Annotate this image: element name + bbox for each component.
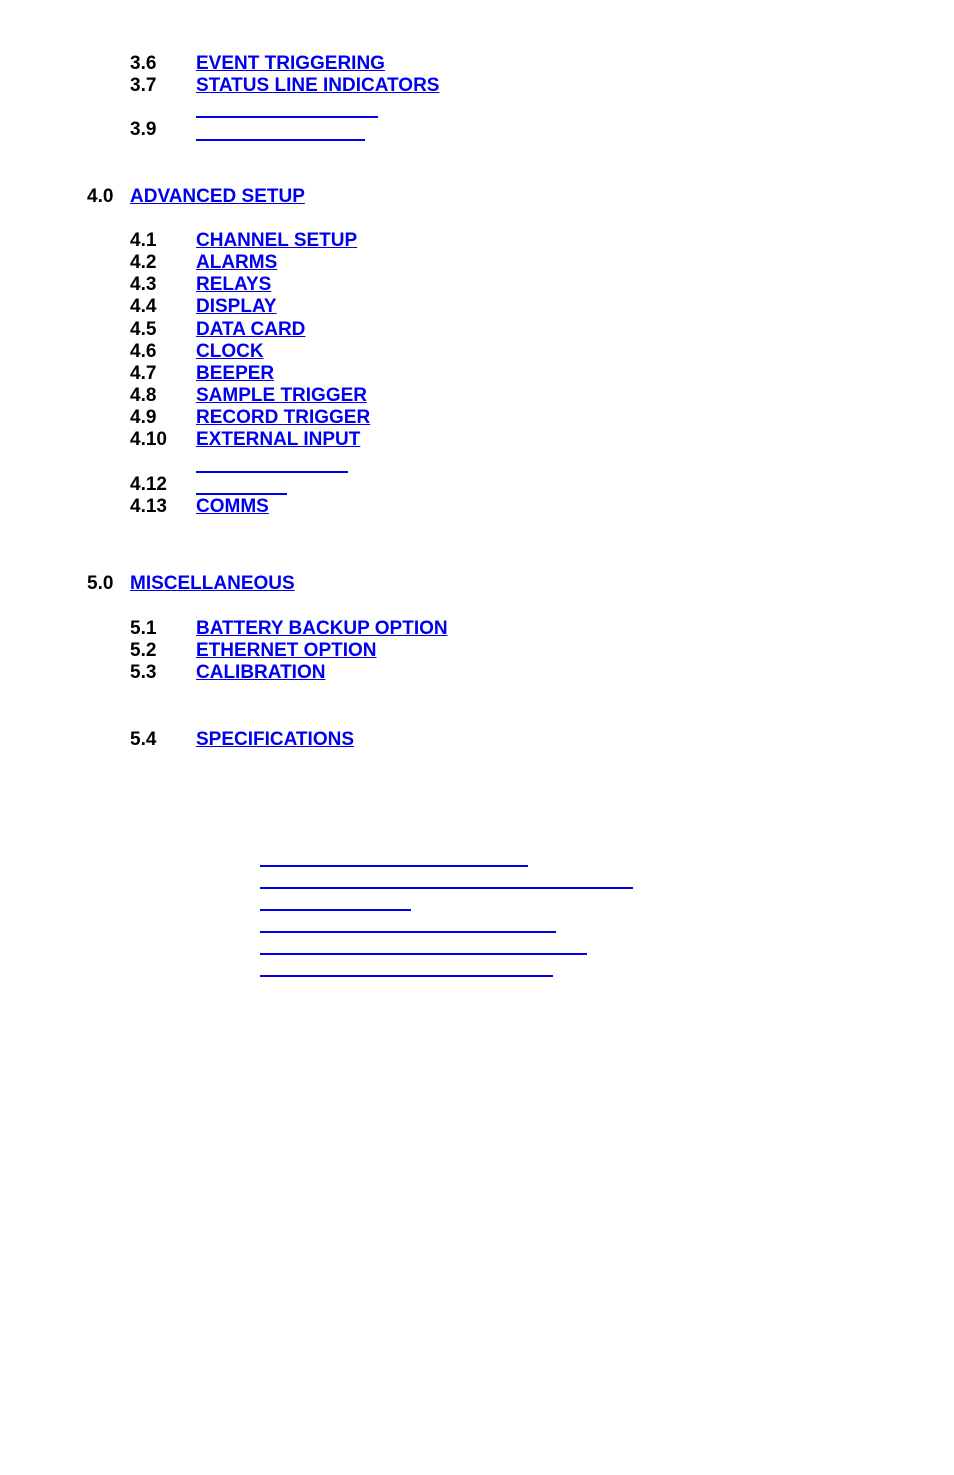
toc-link-beeper[interactable]: BEEPER [196,363,275,384]
appendix-link-blank[interactable] [260,887,633,889]
toc-number: 5.3 [130,662,157,683]
toc-link-miscellaneous[interactable]: MISCELLANEOUS [130,573,295,594]
section-number: 5.0 [87,573,114,594]
toc-link-record-trigger[interactable]: RECORD TRIGGER [196,407,371,428]
toc-number: 4.2 [130,252,157,273]
toc-number: 4.7 [130,363,157,384]
toc-number: 3.9 [130,119,157,140]
appendix-link-blank[interactable] [260,975,553,977]
toc-link-comms[interactable]: COMMS [196,496,269,517]
toc-number: 4.1 [130,230,157,251]
toc-number: 4.5 [130,319,157,340]
toc-number: 3.6 [130,53,157,74]
toc-link-specifications[interactable]: SPECIFICATIONS [196,729,354,750]
toc-link-channel-setup[interactable]: CHANNEL SETUP [196,230,358,251]
toc-link-clock[interactable]: CLOCK [196,341,264,362]
toc-number: 4.3 [130,274,157,295]
appendix-link-blank[interactable] [260,931,556,933]
toc-number: 4.10 [130,429,167,450]
toc-link-relays[interactable]: RELAYS [196,274,272,295]
toc-link-blank[interactable] [196,493,287,495]
toc-link-event-triggering[interactable]: EVENT TRIGGERING [196,53,385,74]
toc-link-sample-trigger[interactable]: SAMPLE TRIGGER [196,385,368,406]
toc-number: 4.13 [130,496,167,517]
toc-link-display[interactable]: DISPLAY [196,296,277,317]
toc-link-battery-backup-option[interactable]: BATTERY BACKUP OPTION [196,618,448,639]
toc-number: 4.8 [130,385,157,406]
toc-link-alarms[interactable]: ALARMS [196,252,278,273]
toc-link-blank[interactable] [196,471,348,473]
appendix-link-blank[interactable] [260,865,528,867]
toc-number: 5.2 [130,640,157,661]
toc-number: 3.7 [130,75,157,96]
toc-number: 4.6 [130,341,157,362]
toc-link-external-input[interactable]: EXTERNAL INPUT [196,429,361,450]
toc-link-data-card[interactable]: DATA CARD [196,319,306,340]
toc-number: 4.4 [130,296,157,317]
toc-number: 5.4 [130,729,157,750]
toc-link-calibration[interactable]: CALIBRATION [196,662,326,683]
toc-number: 4.9 [130,407,157,428]
toc-link-ethernet-option[interactable]: ETHERNET OPTION [196,640,377,661]
appendix-link-blank[interactable] [260,909,411,911]
toc-link-advanced-setup[interactable]: ADVANCED SETUP [130,186,305,207]
toc-number: 4.12 [130,474,167,495]
appendix-link-blank[interactable] [260,953,587,955]
toc-link-blank[interactable] [196,139,365,141]
section-number: 4.0 [87,186,114,207]
toc-link-status-line-indicators[interactable]: STATUS LINE INDICATORS [196,75,440,96]
toc-link-blank[interactable] [196,116,378,118]
toc-number: 5.1 [130,618,157,639]
